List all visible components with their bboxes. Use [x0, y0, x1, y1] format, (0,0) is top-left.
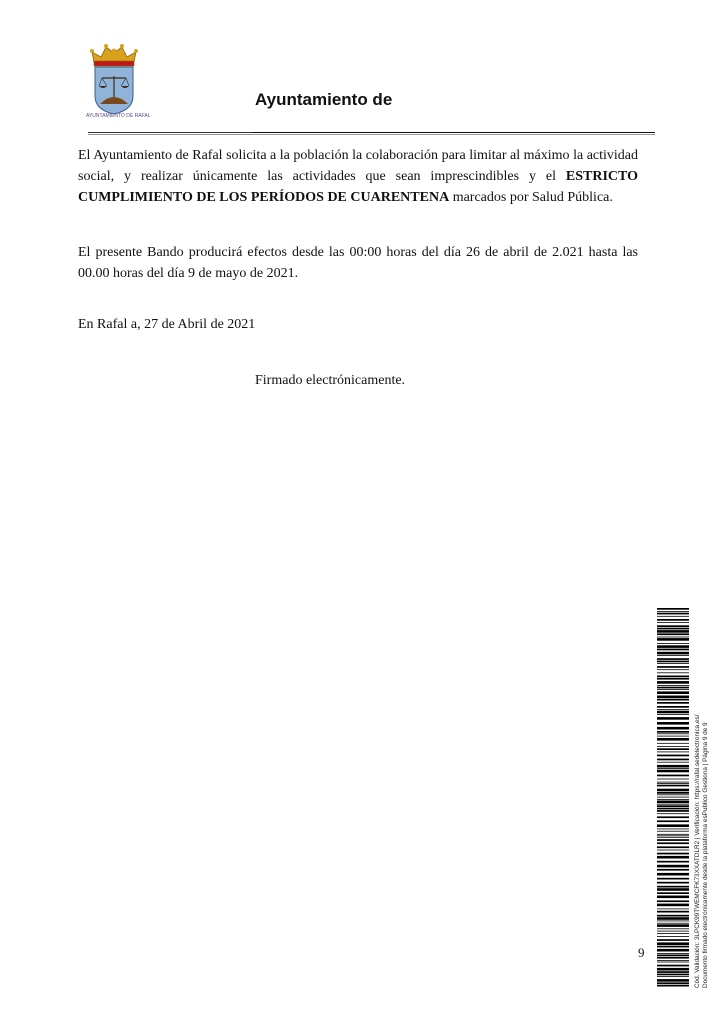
barcode-bar [657, 661, 689, 663]
barcode-bar [657, 714, 689, 715]
barcode-bar [657, 696, 689, 699]
barcode-bar [657, 616, 689, 617]
barcode-bar [657, 669, 689, 670]
barcode-bar [657, 746, 689, 747]
barcode-bar [657, 699, 689, 701]
barcode-bar [657, 846, 689, 848]
header-rule [88, 132, 252, 133]
barcode-bar [657, 672, 689, 673]
barcode-bar [657, 775, 689, 777]
barcode-bar [657, 717, 689, 720]
barcode-bar [657, 706, 689, 708]
barcode-bar [657, 752, 689, 753]
header-rule [252, 132, 655, 133]
barcode-bar [657, 785, 689, 787]
barcode-bar [657, 633, 689, 635]
organization-title: Ayuntamiento de [255, 90, 393, 109]
barcode-bar [657, 681, 689, 684]
barcode-bar [657, 638, 689, 641]
verification-stamp [694, 608, 714, 988]
barcode-bar [657, 625, 689, 627]
barcode-bar [657, 853, 689, 855]
barcode-bar [657, 755, 689, 757]
barcode-bar [657, 779, 689, 780]
barcode-bar [657, 630, 689, 633]
page-number: 9 [638, 945, 645, 960]
signature-note: Firmado electrónicamente. [255, 373, 406, 388]
barcode-bar [657, 759, 689, 761]
barcode-bar [657, 801, 689, 804]
barcode-bar [657, 649, 689, 651]
barcode-bar [657, 645, 689, 648]
barcode-bar [657, 622, 689, 623]
barcode-bar [657, 637, 689, 638]
barcode-bar [657, 711, 689, 714]
barcode-bar [657, 816, 689, 818]
barcode-bar [657, 985, 689, 987]
barcode-bar [657, 933, 689, 934]
barcode-bar [657, 678, 689, 680]
barcode-bar [657, 727, 689, 730]
barcode-bar [657, 965, 689, 967]
barcode-bar [657, 842, 689, 844]
barcode-bar [657, 873, 689, 876]
barcode-bar [657, 783, 689, 784]
barcode-bar [657, 939, 689, 941]
barcode-bar [657, 850, 689, 851]
barcode-bar [657, 733, 689, 734]
barcode-bar [657, 865, 689, 868]
barcode-bar [657, 942, 689, 945]
barcode-bar [657, 921, 689, 922]
barcode-bar [657, 824, 689, 827]
barcode-bar [657, 911, 689, 913]
barcode-bar [657, 831, 689, 832]
paragraph-effective-dates: El presente Bando producirá efectos desde las 00:00 horas del día 26 de abril de 2.021 hasta las 00.00 horas del día 9 de mayo de 2021. [78, 245, 638, 281]
verification-code-line: Cód. Validación: 3LPCK99TWEMCFK73XXATDLR2 | Verificación: https://rafal.sedelectronica.es/ [694, 714, 701, 988]
barcode-bar [657, 886, 689, 888]
barcode-bar [657, 743, 689, 744]
paragraph-text: El Ayuntamiento de Rafal solicita a la población la colaboración para limitar al máximo la actividad social, y realizar únicamente las actividades que sean imprescindibles y el [78, 148, 638, 184]
barcode-bar [657, 789, 689, 792]
barcode-bar [657, 928, 689, 929]
barcode-bar [657, 878, 689, 880]
barcode-bar [657, 869, 689, 871]
barcode-bar [657, 976, 689, 977]
barcode-bar [657, 936, 689, 937]
barcode-bar [657, 813, 689, 814]
barcode-bar [657, 652, 689, 655]
barcode-bar [657, 643, 689, 644]
barcode-bar [657, 839, 689, 841]
barcode-bar [657, 946, 689, 948]
paragraph-emphasis: ESTRICTO CUMPLIMIENTO DE LOS PERÍODOS DE CUARENTENA [78, 169, 638, 205]
barcode-bar [657, 834, 689, 835]
barcode-bar [657, 960, 689, 961]
header-rule [88, 134, 655, 135]
crest-caption: AYUNTAMIENTO DE RAFAL [86, 113, 151, 119]
barcode-bar [657, 687, 689, 689]
barcode-bar [657, 974, 689, 976]
barcode-bar [657, 810, 689, 812]
barcode-bar [657, 955, 689, 957]
barcode-bar [657, 892, 689, 894]
barcode-bar [657, 736, 689, 737]
barcode-bar [657, 722, 689, 725]
municipal-crest-logo [84, 40, 144, 122]
barcode-bar [657, 691, 689, 694]
barcode-bar [657, 702, 689, 704]
barcode-bar [657, 949, 689, 952]
barcode-bar [657, 666, 689, 668]
barcode-bar [657, 613, 689, 615]
barcode-bar [657, 979, 689, 982]
barcode-bar [657, 794, 689, 795]
barcode-bar [657, 931, 689, 932]
barcode-bar [657, 685, 689, 686]
barcode-bar [657, 968, 689, 971]
barcode-bar [657, 663, 689, 664]
barcode-bar [657, 805, 689, 807]
barcode-bar [657, 957, 689, 959]
barcode-bar [657, 797, 689, 798]
document-header [0, 0, 724, 140]
barcode-bar [657, 611, 689, 612]
barcode-bar [657, 971, 689, 973]
barcode-bar [657, 856, 689, 859]
barcode-bar [657, 900, 689, 902]
barcode-bar [657, 658, 689, 660]
barcode-bar [657, 953, 689, 954]
barcode-bar [657, 619, 689, 621]
paragraph-request [78, 145, 638, 208]
barcode-bar [657, 982, 689, 984]
place-and-date: En Rafal a, 27 de Abril de 2021 [78, 317, 256, 332]
barcode-bar [657, 904, 689, 907]
barcode-bar [657, 882, 689, 884]
verification-platform-line: Documento firmado electrónicamente desde la plataforma esPublico Gestiona | Página 9 de 9 [702, 722, 709, 988]
barcode-bar [657, 924, 689, 927]
barcode-bar [657, 738, 689, 741]
barcode-bar [657, 909, 689, 910]
barcode-bar [657, 731, 689, 733]
barcode-bar [657, 676, 689, 678]
barcode-bar [657, 820, 689, 822]
barcode-bar [657, 896, 689, 899]
barcode-bar [657, 799, 689, 800]
barcode-bar [657, 837, 689, 838]
barcode-bar [657, 962, 689, 963]
barcode-bar [657, 923, 689, 924]
barcode-bar [657, 804, 689, 805]
validation-barcode [657, 608, 689, 988]
barcode-bar [657, 748, 689, 750]
barcode-bar [657, 792, 689, 794]
barcode-bar [657, 915, 689, 917]
barcode-bar [657, 628, 689, 630]
barcode-bar [657, 808, 689, 810]
barcode-bar [657, 709, 689, 710]
barcode-bar [657, 765, 689, 768]
barcode-bar [657, 655, 689, 656]
barcode-bar [657, 770, 689, 773]
barcode-bar [657, 829, 689, 830]
barcode-bar [657, 689, 689, 690]
barcode-bar [657, 835, 689, 836]
barcode-bar [657, 917, 689, 920]
barcode-bar [657, 608, 689, 610]
barcode-bar [657, 861, 689, 863]
barcode-bar [657, 768, 689, 769]
barcode-bar [657, 762, 689, 763]
barcode-bar [657, 888, 689, 891]
barcode-bar [657, 782, 689, 783]
paragraph-text: marcados por Salud Pública. [449, 190, 613, 205]
